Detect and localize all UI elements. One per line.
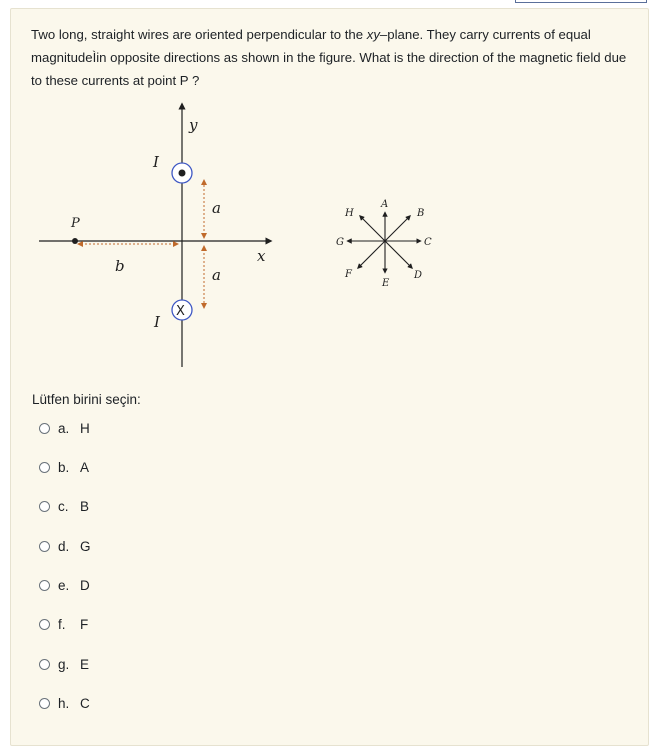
question-line-1-start: Two long, straight wires are oriented perpendicular to the bbox=[31, 27, 367, 42]
top-tab bbox=[515, 0, 647, 3]
dim-a-top-arrow-up bbox=[201, 179, 207, 185]
compass-arrow-f bbox=[359, 241, 385, 267]
question-line-1-end: –plane. They carry currents of equal bbox=[379, 27, 591, 42]
radio-g[interactable] bbox=[39, 659, 50, 670]
option-g-letter: g. bbox=[58, 656, 70, 672]
question-line-2: magnitudeÌin opposite directions as shown in the figure. What is the direction of the magnetic field due bbox=[31, 50, 627, 65]
option-e-value: D bbox=[80, 577, 90, 593]
radio-d[interactable] bbox=[39, 541, 50, 552]
option-a[interactable] bbox=[39, 417, 90, 439]
answer-prompt: Lütfen birini seçin: bbox=[32, 392, 141, 407]
option-f-value: F bbox=[80, 616, 89, 632]
radio-b[interactable] bbox=[39, 462, 50, 473]
compass-arrow-d bbox=[385, 241, 411, 267]
figure-diagram bbox=[11, 9, 648, 389]
radio-c[interactable] bbox=[39, 501, 50, 512]
current-label-top: I bbox=[153, 153, 159, 171]
option-h[interactable] bbox=[39, 692, 90, 714]
radio-e[interactable] bbox=[39, 580, 50, 591]
radio-f[interactable] bbox=[39, 619, 50, 630]
option-h-letter: h. bbox=[58, 695, 70, 711]
compass-rose bbox=[349, 214, 419, 271]
compass-arrow-h bbox=[361, 217, 385, 241]
compass-label-h: H bbox=[345, 208, 354, 219]
option-c-value: B bbox=[80, 498, 90, 514]
compass-label-a: A bbox=[381, 199, 389, 210]
option-f-letter: f. bbox=[58, 616, 66, 632]
radio-h[interactable] bbox=[39, 698, 50, 709]
compass-label-d: D bbox=[414, 270, 423, 281]
question-line-3: to these currents at point P ? bbox=[31, 73, 200, 88]
point-p bbox=[72, 238, 78, 244]
dim-a-bottom-arrow-down bbox=[201, 303, 207, 309]
dim-a-top-arrow-down bbox=[201, 233, 207, 239]
compass-label-g: G bbox=[336, 237, 344, 248]
current-label-bottom: I bbox=[154, 313, 160, 331]
option-e-letter: e. bbox=[58, 577, 70, 593]
option-d[interactable] bbox=[39, 535, 91, 557]
option-a-value: H bbox=[80, 420, 90, 436]
dim-a-bottom-arrow-up bbox=[201, 245, 207, 251]
option-c[interactable] bbox=[39, 495, 89, 517]
option-b-value: A bbox=[80, 459, 90, 475]
dim-b-arrow-left bbox=[77, 241, 83, 247]
compass-label-b: B bbox=[417, 208, 425, 219]
point-p-label: P bbox=[71, 216, 80, 231]
option-h-value: C bbox=[80, 695, 90, 711]
option-g[interactable] bbox=[39, 653, 89, 675]
x-axis-label: x bbox=[257, 247, 266, 265]
question-line-1-italic: xy bbox=[366, 27, 380, 42]
wire-in-x: X bbox=[176, 304, 185, 319]
option-g-value: E bbox=[80, 656, 90, 672]
question-card bbox=[10, 8, 649, 746]
option-b-letter: b. bbox=[58, 459, 70, 475]
dim-a-bottom-label: a bbox=[212, 266, 221, 284]
wire-out-dot bbox=[179, 170, 186, 177]
compass-label-c: C bbox=[424, 237, 432, 248]
compass-label-f: F bbox=[345, 269, 352, 280]
compass-label-e: E bbox=[382, 278, 390, 289]
option-c-letter: c. bbox=[58, 498, 69, 514]
option-e[interactable] bbox=[39, 574, 90, 596]
compass-arrow-b bbox=[385, 217, 409, 241]
option-a-letter: a. bbox=[58, 420, 70, 436]
radio-a[interactable] bbox=[39, 423, 50, 434]
option-d-value: G bbox=[80, 538, 91, 554]
option-b[interactable] bbox=[39, 456, 89, 478]
option-f[interactable] bbox=[39, 613, 88, 635]
dim-b-arrow-right bbox=[173, 241, 179, 247]
dim-b-label: b bbox=[115, 257, 125, 275]
y-axis-label: y bbox=[189, 116, 198, 134]
option-d-letter: d. bbox=[58, 538, 70, 554]
dim-a-top-label: a bbox=[212, 199, 221, 217]
